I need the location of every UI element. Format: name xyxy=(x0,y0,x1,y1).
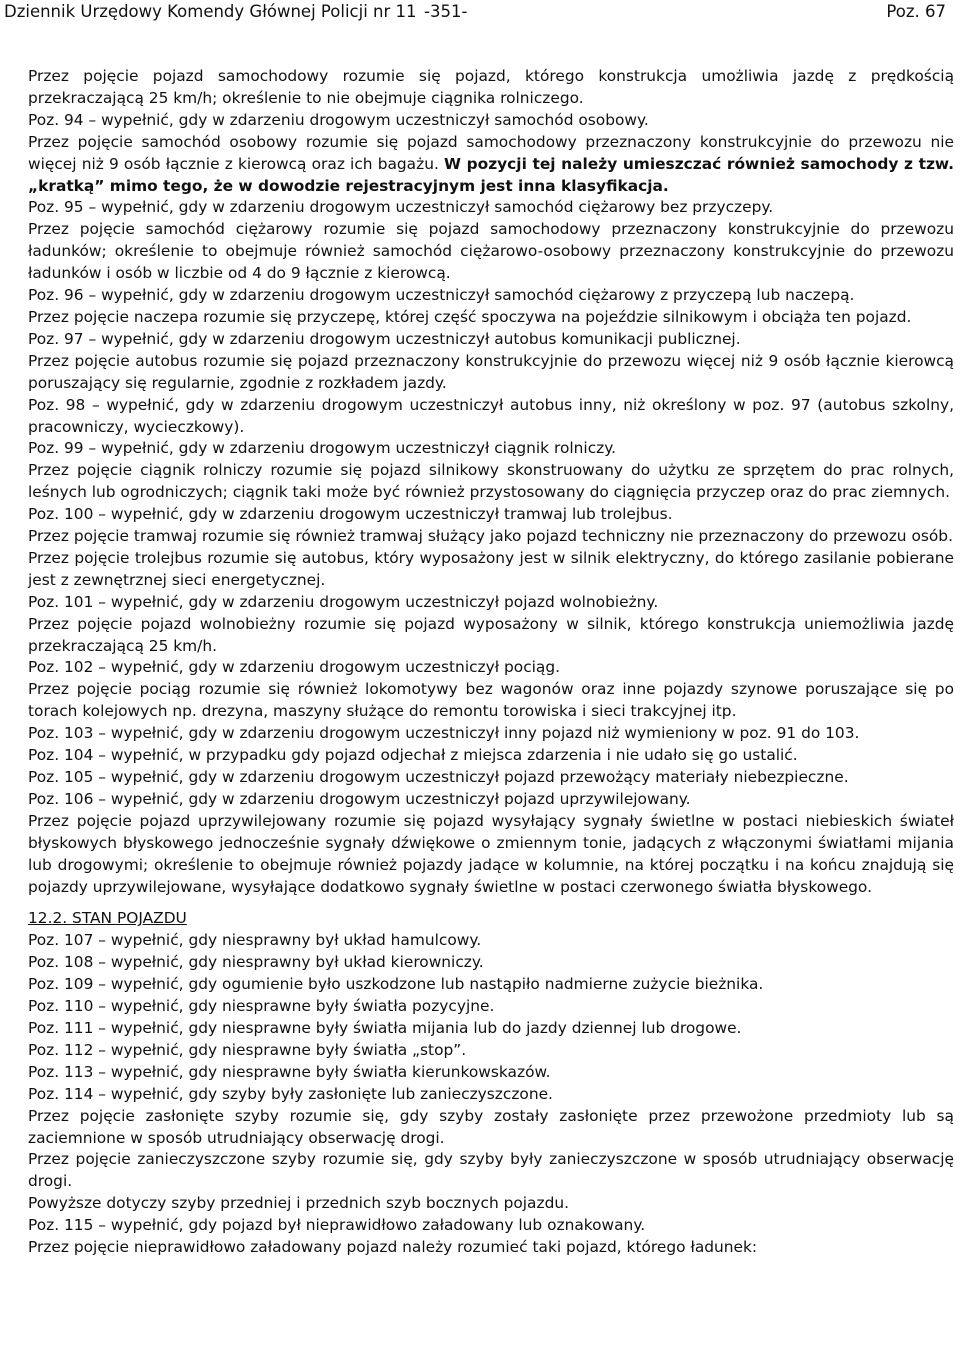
paragraph-text: Przez pojęcie nieprawidłowo załadowany pojazd należy rozumieć taki pojazd, którego ładunek: xyxy=(28,1238,758,1257)
paragraph xyxy=(28,460,954,504)
paragraph-text: Przez pojęcie zanieczyszczone szyby rozumie się, gdy szyby były zanieczyszczone w sposób utrudniający obserwację drogi. xyxy=(28,1150,954,1191)
paragraph xyxy=(28,974,954,996)
paragraph xyxy=(28,285,954,307)
paragraphs-part1 xyxy=(28,66,954,898)
paragraph-text: Poz. 109 – wypełnić, gdy ogumienie było uszkodzone lub nastąpiło nadmierne zużycie bieżnika. xyxy=(28,975,764,994)
paragraph xyxy=(28,1018,954,1040)
paragraph-text: Przez pojęcie pociąg rozumie się również lokomotywy bez wagonów oraz inne pojazdy szynowe poruszające się po torach kolejowych np. drezyna, maszyny służące do remontu torowiska i sieci trakcyjnej itp. xyxy=(28,680,954,721)
document-body xyxy=(28,66,954,1259)
paragraph-text: Poz. 101 – wypełnić, gdy w zdarzeniu drogowym uczestniczył pojazd wolnobieżny. xyxy=(28,592,659,611)
paragraph xyxy=(28,1193,954,1215)
paragraph-text: Poz. 108 – wypełnić, gdy niesprawny był układ kierowniczy. xyxy=(28,953,484,972)
paragraph xyxy=(28,66,954,110)
paragraph-text: Przez pojęcie autobus rozumie się pojazd przeznaczony konstrukcyjnie do przewozu więcej niż 9 osób łącznie kierowcą poruszający się regularnie, zgodnie z rozkładem jazdy. xyxy=(28,351,954,392)
paragraphs-part2 xyxy=(28,930,954,1259)
paragraph xyxy=(28,1215,954,1237)
position-number: Poz. 67 xyxy=(886,2,946,21)
paragraph-text: Poz. 115 – wypełnić, gdy pojazd był nieprawidłowo załadowany lub oznakowany. xyxy=(28,1216,646,1235)
page-number: -351- xyxy=(424,2,468,21)
paragraph-text: Przez pojęcie pojazd uprzywilejowany rozumie się pojazd wysyłający sygnały świetlne w postaci niebieskich świateł błyskowych błyskowego jednocześnie sygnały dźwiękowe o zmiennym tonie, jadących z włączonymi światłami mijania lub drogowymi; określenie to obejmuje również pojazdy jadące w kolumnie, na której początku i na końcu znajdują się pojazdy uprzywilejowane, wysyłające dodatkowo sygnały świetlne w postaci czerwonego światła błyskowego. xyxy=(28,811,954,896)
paragraph-text: Poz. 100 – wypełnić, gdy w zdarzeniu drogowym uczestniczył tramwaj lub trolejbus. xyxy=(28,505,673,524)
paragraph-text: Poz. 112 – wypełnić, gdy niesprawne były światła „stop”. xyxy=(28,1040,467,1059)
paragraph-text: Poz. 113 – wypełnić, gdy niesprawne były światła kierunkowskazów. xyxy=(28,1062,551,1081)
paragraph xyxy=(28,767,954,789)
paragraph xyxy=(28,1040,954,1062)
paragraph xyxy=(28,329,954,351)
paragraph-text: Przez pojęcie trolejbus rozumie się autobus, który wyposażony jest w silnik elektryczny, do którego zasilanie pobierane jest z zewnętrznej sieci energetycznej. xyxy=(28,548,954,589)
paragraph-text: Przez pojęcie pojazd samochodowy rozumie się pojazd, którego konstrukcja umożliwia jazdę z prędkością przekraczającą 25 km/h; określenie to nie obejmuje ciągnika rolniczego. xyxy=(28,67,954,107)
paragraph xyxy=(28,1106,954,1150)
paragraph xyxy=(28,679,954,723)
paragraph-text: Przez pojęcie samochód osobowy rozumie się pojazd samochodowy przeznaczony konstrukcyjnie do przewozu nie więcej niż 9 osób łącznie z kierowcą oraz ich bagażu. xyxy=(28,132,954,173)
paragraph xyxy=(28,745,954,767)
paragraph-text: Przez pojęcie naczepa rozumie się przyczepę, której część spoczywa na pojeździe silnikowym i obciąża ten pojazd. xyxy=(28,307,912,326)
section-title: 12.2. STAN POJAZDU xyxy=(28,909,187,928)
paragraph-text: Przez pojęcie samochód ciężarowy rozumie się pojazd samochodowy przeznaczony konstrukcyjnie do przewozu ładunków; określenie to obejmuje również samochód ciężarowo-osobowy przeznaczony konstrukcyjnie do przewozu ładunków i osób w liczbie od 4 do 9 łącznie z kierowcą. xyxy=(28,220,954,283)
paragraph-text: Poz. 102 – wypełnić, gdy w zdarzeniu drogowym uczestniczył pociąg. xyxy=(28,658,561,677)
paragraph-text: Przez pojęcie zasłonięte szyby rozumie się, gdy szyby zostały zasłonięte przez przewożone przedmioty lub są zaciemnione w sposób utrudniający obserwację drogi. xyxy=(28,1106,954,1147)
paragraph xyxy=(28,197,954,219)
paragraph xyxy=(28,1084,954,1106)
paragraph xyxy=(28,930,954,952)
paragraph-text: Poz. 114 – wypełnić, gdy szyby były zasłonięte lub zanieczyszczone. xyxy=(28,1084,553,1103)
paragraph xyxy=(28,1062,954,1084)
paragraph-text: Przez pojęcie ciągnik rolniczy rozumie się pojazd silnikowy skonstruowany do użytku ze sprzętem do prac rolnych, leśnych lub ogrodniczych; ciągnik taki może być również przystosowany do ciągnięcia przyczep oraz do prac ziemnych. xyxy=(28,461,954,502)
paragraph-text: Poz. 97 – wypełnić, gdy w zdarzeniu drogowym uczestniczył autobus komunikacji publicznej. xyxy=(28,329,741,348)
paragraph xyxy=(28,219,954,285)
paragraph-text: Poz. 111 – wypełnić, gdy niesprawne były światła mijania lub do jazdy dziennej lub drogowe. xyxy=(28,1018,742,1037)
paragraph xyxy=(28,395,954,439)
paragraph-text: Powyższe dotyczy szyby przedniej i przednich szyb bocznych pojazdu. xyxy=(28,1194,569,1213)
paragraph-text: Przez pojęcie tramwaj rozumie się również tramwaj służący jako pojazd techniczny nie przeznaczony do przewozu osób. xyxy=(28,527,953,546)
paragraph xyxy=(28,952,954,974)
journal-title: Dziennik Urzędowy Komendy Głównej Policji nr 11 xyxy=(4,2,417,21)
paragraph-text: Poz. 107 – wypełnić, gdy niesprawny był układ hamulcowy. xyxy=(28,931,482,950)
paragraph-text: Poz. 95 – wypełnić, gdy w zdarzeniu drogowym uczestniczył samochód ciężarowy bez przyczepy. xyxy=(28,198,774,217)
paragraph xyxy=(28,614,954,658)
paragraph xyxy=(28,110,954,132)
paragraph xyxy=(28,811,954,899)
paragraph xyxy=(28,1237,954,1259)
paragraph xyxy=(28,723,954,745)
paragraph-text: Poz. 94 – wypełnić, gdy w zdarzeniu drogowym uczestniczył samochód osobowy. xyxy=(28,110,649,129)
paragraph-text: Poz. 103 – wypełnić, gdy w zdarzeniu drogowym uczestniczył inny pojazd niż wymieniony w poz. 91 do 103. xyxy=(28,724,860,743)
paragraph-text: Przez pojęcie pojazd wolnobieżny rozumie się pojazd wyposażony w silnik, którego konstrukcja uniemożliwia jazdę przekraczającą 25 km/h. xyxy=(28,614,954,655)
paragraph-text: Poz. 106 – wypełnić, gdy w zdarzeniu drogowym uczestniczył pojazd uprzywilejowany. xyxy=(28,789,691,808)
paragraph xyxy=(28,548,954,592)
paragraph xyxy=(28,504,954,526)
paragraph xyxy=(28,132,954,198)
paragraph xyxy=(28,1149,954,1193)
paragraph-text: Poz. 99 – wypełnić, gdy w zdarzeniu drogowym uczestniczył ciągnik rolniczy. xyxy=(28,439,617,458)
page-header xyxy=(0,0,960,22)
paragraph xyxy=(28,657,954,679)
paragraph xyxy=(28,996,954,1018)
paragraph-text: Poz. 104 – wypełnić, w przypadku gdy pojazd odjechał z miejsca zdarzenia i nie udało się go ustalić. xyxy=(28,746,798,765)
paragraph xyxy=(28,351,954,395)
paragraph-text: Poz. 105 – wypełnić, gdy w zdarzeniu drogowym uczestniczył pojazd przewożący materiały niebezpieczne. xyxy=(28,768,849,786)
paragraph-bold-note: W pozycji tej należy umieszczać również samochody z tzw. „kratką” mimo tego, że w dowodzie rejestracyjnym jest inna klasyfikacja. xyxy=(28,154,954,195)
paragraph xyxy=(28,789,954,811)
paragraph xyxy=(28,592,954,614)
paragraph-text: Poz. 98 – wypełnić, gdy w zdarzeniu drogowym uczestniczył autobus inny, niż określony w poz. 97 (autobus szkolny, pracowniczy, wycieczkowy). xyxy=(28,395,954,436)
paragraph-text: Poz. 110 – wypełnić, gdy niesprawne były światła pozycyjne. xyxy=(28,997,495,1016)
paragraph xyxy=(28,438,954,460)
paragraph xyxy=(28,526,954,548)
paragraph xyxy=(28,307,954,329)
paragraph-text: Poz. 96 – wypełnić, gdy w zdarzeniu drogowym uczestniczył samochód ciężarowy z przyczepą lub naczepą. xyxy=(28,286,855,305)
